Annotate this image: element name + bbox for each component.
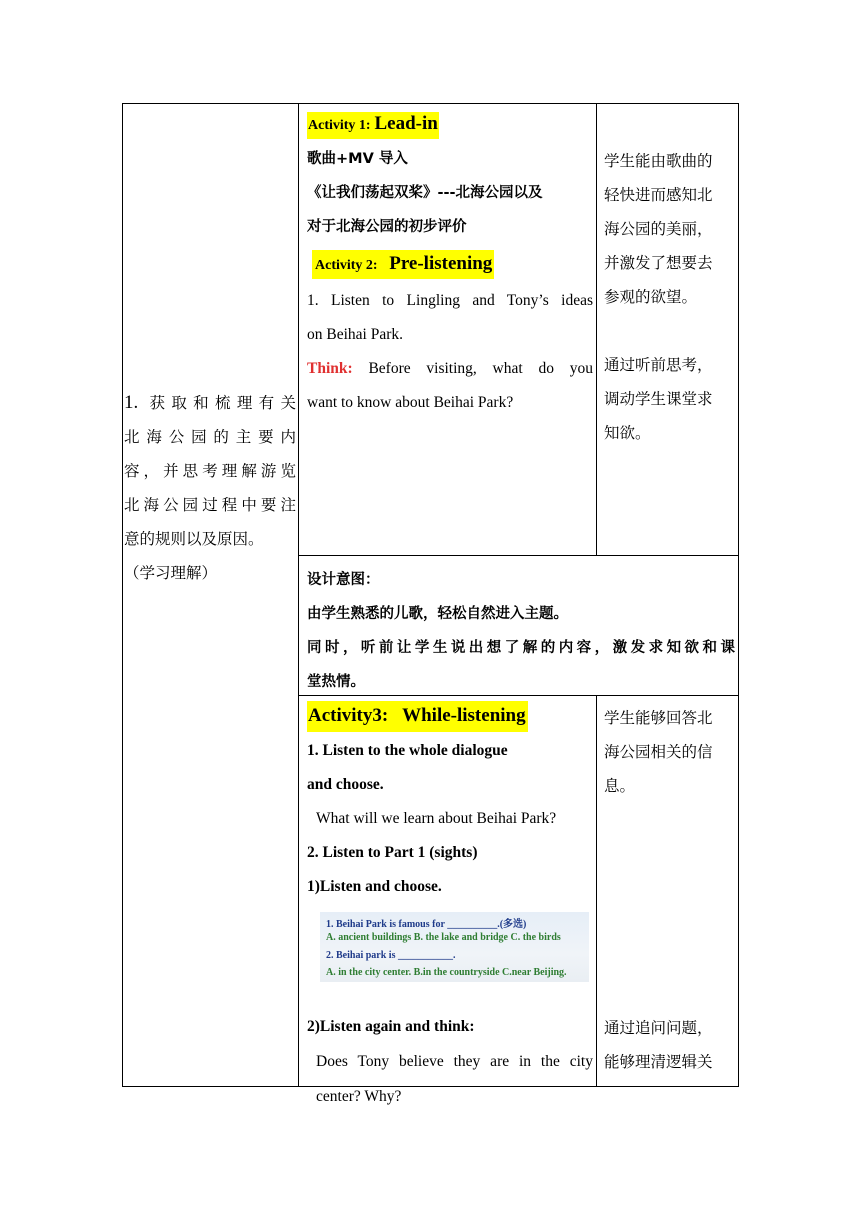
design-label: 设计意图： <box>307 572 380 588</box>
purpose-bottom-line-4: 通过追问问题， <box>604 1019 713 1037</box>
purpose-bottom-line-2: 海公园相关的信 <box>604 743 713 761</box>
activity3-step-1q: What will we learn about Beihai Park? <box>316 810 557 827</box>
purpose-top-line-5: 参观的欲望。 <box>604 288 698 306</box>
activity1-heading: Activity 1: Lead-in <box>307 106 593 142</box>
purpose-top-line-7: 调动学生课堂求 <box>604 390 713 408</box>
purpose-cell-top <box>604 144 736 450</box>
design-intent-cell <box>307 563 735 699</box>
column-divider-3 <box>596 695 597 1087</box>
activity3-step-2a: 1)Listen and choose. <box>307 878 442 895</box>
purpose-top-line-6: 通过听前思考， <box>604 356 713 374</box>
purpose-top-line-2: 轻快进而感知北 <box>604 186 713 204</box>
activity3-step-2q2: center? Why? <box>316 1088 402 1105</box>
objective-line-3: 容，并思考理解游览 <box>124 462 296 480</box>
column-divider-2 <box>596 103 597 555</box>
purpose-top-spacer <box>604 314 736 348</box>
activity1-line-3: 对于北海公园的初步评价 <box>307 219 467 235</box>
activity2-think-a: Think: Before visiting, what do you <box>307 360 593 377</box>
objective-cell <box>124 386 296 590</box>
activity3-step-2b: 2)Listen again and think: <box>307 1018 475 1035</box>
design-line-3: 堂热情。 <box>307 674 365 690</box>
quiz-answers-1: A. ancient buildings B. the lake and bridge C. the birds <box>326 932 561 943</box>
purpose-top-line-8: 知欲。 <box>604 424 651 442</box>
objective-line-4: 北海公园过程中要注 <box>124 496 296 514</box>
while-listening-cell <box>307 698 593 1114</box>
purpose-top-line-3: 海公园的美丽， <box>604 220 713 238</box>
activity3-step-2: 2. Listen to Part 1 (sights) <box>307 844 478 861</box>
purpose-bottom-line-3: 息。 <box>604 777 636 795</box>
design-line-1: 由学生熟悉的儿歌，轻松自然进入主题。 <box>307 606 568 622</box>
objective-tag: （学习理解） <box>124 564 218 582</box>
activity2-item-1b: on Beihai Park. <box>307 326 403 343</box>
purpose-top-line-1: 学生能由歌曲的 <box>604 152 713 170</box>
objective-line-1: 1. 获取和梳理有关 <box>124 392 296 413</box>
activity3-step-2q1: Does Tony believe they are in the city <box>316 1053 593 1070</box>
row-divider-1 <box>298 555 739 556</box>
purpose-cell-bottom-2 <box>604 1011 736 1079</box>
quiz-question-2: 2. Beihai park is ___________. <box>326 950 456 961</box>
quiz-answers-2: A. in the city center. B.in the countryside C.near Beijing. <box>326 967 567 978</box>
column-divider-1 <box>298 103 299 1087</box>
activity2-think-b: want to know about Beihai Park? <box>307 394 514 411</box>
activity2-item-1a: 1. Listen to Lingling and Tony’s ideas <box>307 292 593 309</box>
activity3-step-1b: and choose. <box>307 776 384 793</box>
activity1-line-1: 歌曲+MV 导入 <box>307 151 408 167</box>
purpose-bottom-line-5: 能够理清逻辑关 <box>604 1053 713 1071</box>
activity1-line-2: 《让我们荡起双桨》---北海公园以及 <box>307 185 543 201</box>
objective-line-5: 意的规则以及原因。 <box>124 530 264 548</box>
design-line-2: 同时，听前让学生说出想了解的内容，激发求知欲和课 <box>307 640 735 656</box>
activity3-heading: Activity3: While-listening <box>307 698 593 734</box>
activity3-step-1a: 1. Listen to the whole dialogue <box>307 742 508 759</box>
activity2-heading: Activity 2: Pre-listening <box>307 244 593 284</box>
objective-line-2: 北海公园的主要内 <box>124 428 296 446</box>
purpose-top-line-4: 并激发了想要去 <box>604 254 713 272</box>
listening-quiz-image <box>320 912 589 982</box>
purpose-bottom-line-1: 学生能够回答北 <box>604 709 713 727</box>
quiz-question-1: 1. Beihai Park is famous for __________.(多选) <box>326 919 527 930</box>
activities-cell <box>307 106 593 420</box>
purpose-cell-bottom <box>604 701 736 803</box>
